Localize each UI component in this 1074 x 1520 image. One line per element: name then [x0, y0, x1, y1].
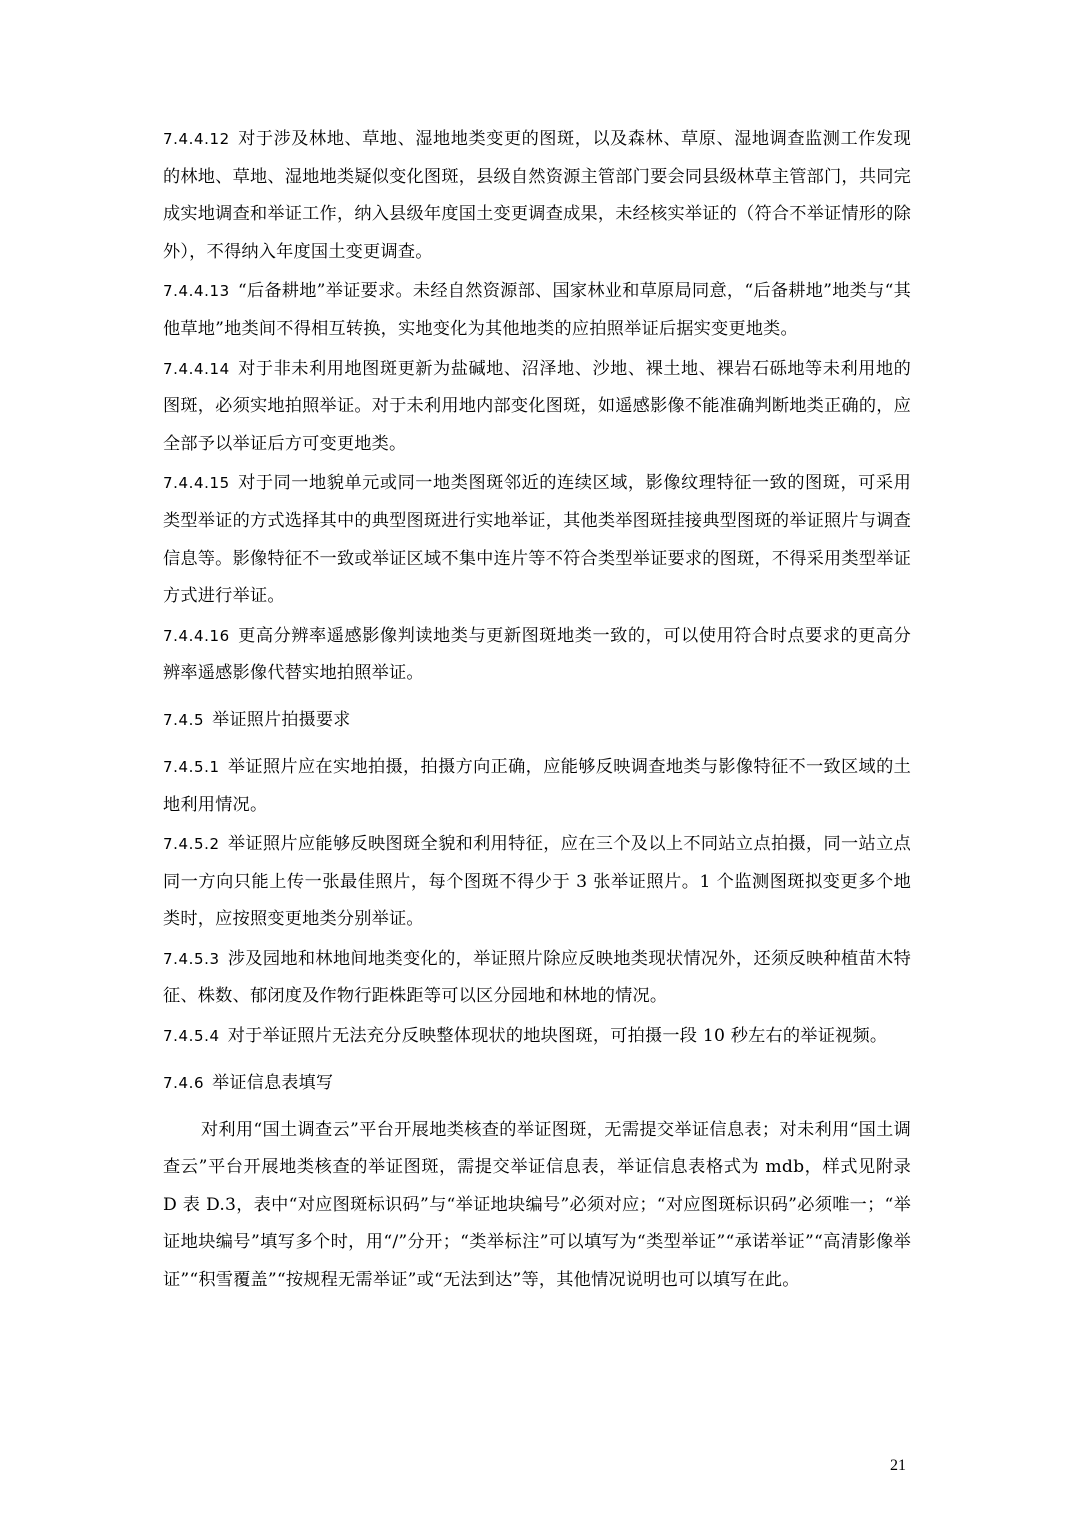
clause-number: 7.4.5.2 — [163, 835, 220, 854]
clause-7-4-5-1 — [163, 749, 911, 824]
page-content — [163, 121, 911, 1302]
clause-text: 对于同一地貌单元或同一地类图斑邻近的连续区域，影像纹理特征一致的图斑，可采用类型举证的方式选择其中的典型图斑进行实地举证，其他类举图斑挂接典型图斑的举证照片与调查信息等。影像特征不一致或举证区域不集中连片等不符合类型举证要求的图斑，不得采用类型举证方式进行举证。 — [163, 473, 911, 607]
clause-text: 对于非未利用地图斑更新为盐碱地、沼泽地、沙地、裸土地、裸岩石砾地等未利用地的图斑，必须实地拍照举证。对于未利用地内部变化图斑，如遥感影像不能准确判断地类正确的，应全部予以举证后方可变更地类。 — [163, 358, 911, 454]
section-heading-7-4-6 — [163, 1064, 911, 1102]
section-number: 7.4.6 — [163, 1073, 205, 1092]
clause-number: 7.4.4.14 — [163, 359, 230, 378]
clause-text: 举证照片应能够反映图斑全貌和利用特征，应在三个及以上不同站立点拍摄，同一站立点同一方向只能上传一张最佳照片，每个图斑不得少于 3 张举证照片。1 个监测图斑拟变更多个地类时，应按照变更地类分别举证。 — [163, 834, 911, 930]
clause-text: 对于举证照片无法充分反映整体现状的地块图斑，可拍摄一段 10 秒左右的举证视频。 — [227, 1026, 888, 1047]
clause-number: 7.4.4.15 — [163, 474, 230, 493]
clause-text: 涉及园地和林地间地类变化的，举证照片除应反映地类现状情况外，还须反映种植苗木特征、株数、郁闭度及作物行距株距等可以区分园地和林地的情况。 — [163, 948, 911, 1007]
section-heading-7-4-5 — [163, 701, 911, 739]
clause-text: 更高分辨率遥感影像判读地类与更新图斑地类一致的，可以使用符合时点要求的更高分辨率遥感影像代替实地拍照举证。 — [163, 625, 911, 684]
clause-number: 7.4.5.3 — [163, 949, 220, 968]
section-number: 7.4.5 — [163, 710, 205, 729]
clause-7-4-4-14 — [163, 351, 911, 464]
clause-number: 7.4.4.12 — [163, 130, 230, 148]
clause-7-4-4-12 — [163, 121, 911, 271]
clause-text: 举证照片应在实地拍摄，拍摄方向正确，应能够反映调查地类与影像特征不一致区域的土地利用情况。 — [163, 756, 911, 815]
paragraph-text: 对利用“国土调查云”平台开展地类核查的举证图斑，无需提交举证信息表；对未利用“国土调查云”平台开展地类核查的举证图斑，需提交举证信息表，举证信息表格式为 mdb，样式见附录 D 表 D.3，表中“对应图斑标识码”与“举证地块编号”必须对应；“对应图斑标识码”必须唯一；“举证地块编号”填写多个时，用“/”分开；“类举标注”可以填写为“类型举证”“承诺举证”“高清影像举证”“积雪覆盖”“按规程无需举证”或“无法到达”等，其他情况说明也可以填写在此。 — [163, 1119, 911, 1291]
clause-7-4-5-3 — [163, 941, 911, 1016]
section-title: 举证照片拍摄要求 — [212, 709, 351, 730]
clause-text: “后备耕地”举证要求。未经自然资源部、国家林业和草原局同意，“后备耕地”地类与“其他草地”地类间不得相互转换，实地变化为其他地类的应拍照举证后据实变更地类。 — [163, 281, 911, 339]
clause-7-4-5-4 — [163, 1018, 911, 1056]
clause-number: 7.4.4.16 — [163, 626, 230, 645]
body-paragraph — [163, 1112, 911, 1300]
clause-7-4-5-2 — [163, 826, 911, 939]
clause-number: 7.4.4.13 — [163, 282, 230, 301]
clause-7-4-4-16 — [163, 618, 911, 693]
clause-7-4-4-15 — [163, 465, 911, 615]
section-title: 举证信息表填写 — [212, 1072, 334, 1093]
clause-7-4-4-13 — [163, 273, 911, 348]
clause-number: 7.4.5.1 — [163, 757, 220, 776]
clause-number: 7.4.5.4 — [163, 1027, 220, 1046]
page-number: 21 — [890, 1457, 906, 1474]
clause-text: 对于涉及林地、草地、湿地地类变更的图斑，以及森林、草原、湿地调查监测工作发现的林地、草地、湿地地类疑似变化图斑，县级自然资源主管部门要会同县级林草主管部门，共同完成实地调查和举证工作，纳入县级年度国土变更调查成果，未经核实举证的（符合不举证情形的除外），不得纳入年度国土变更调查。 — [163, 129, 911, 262]
